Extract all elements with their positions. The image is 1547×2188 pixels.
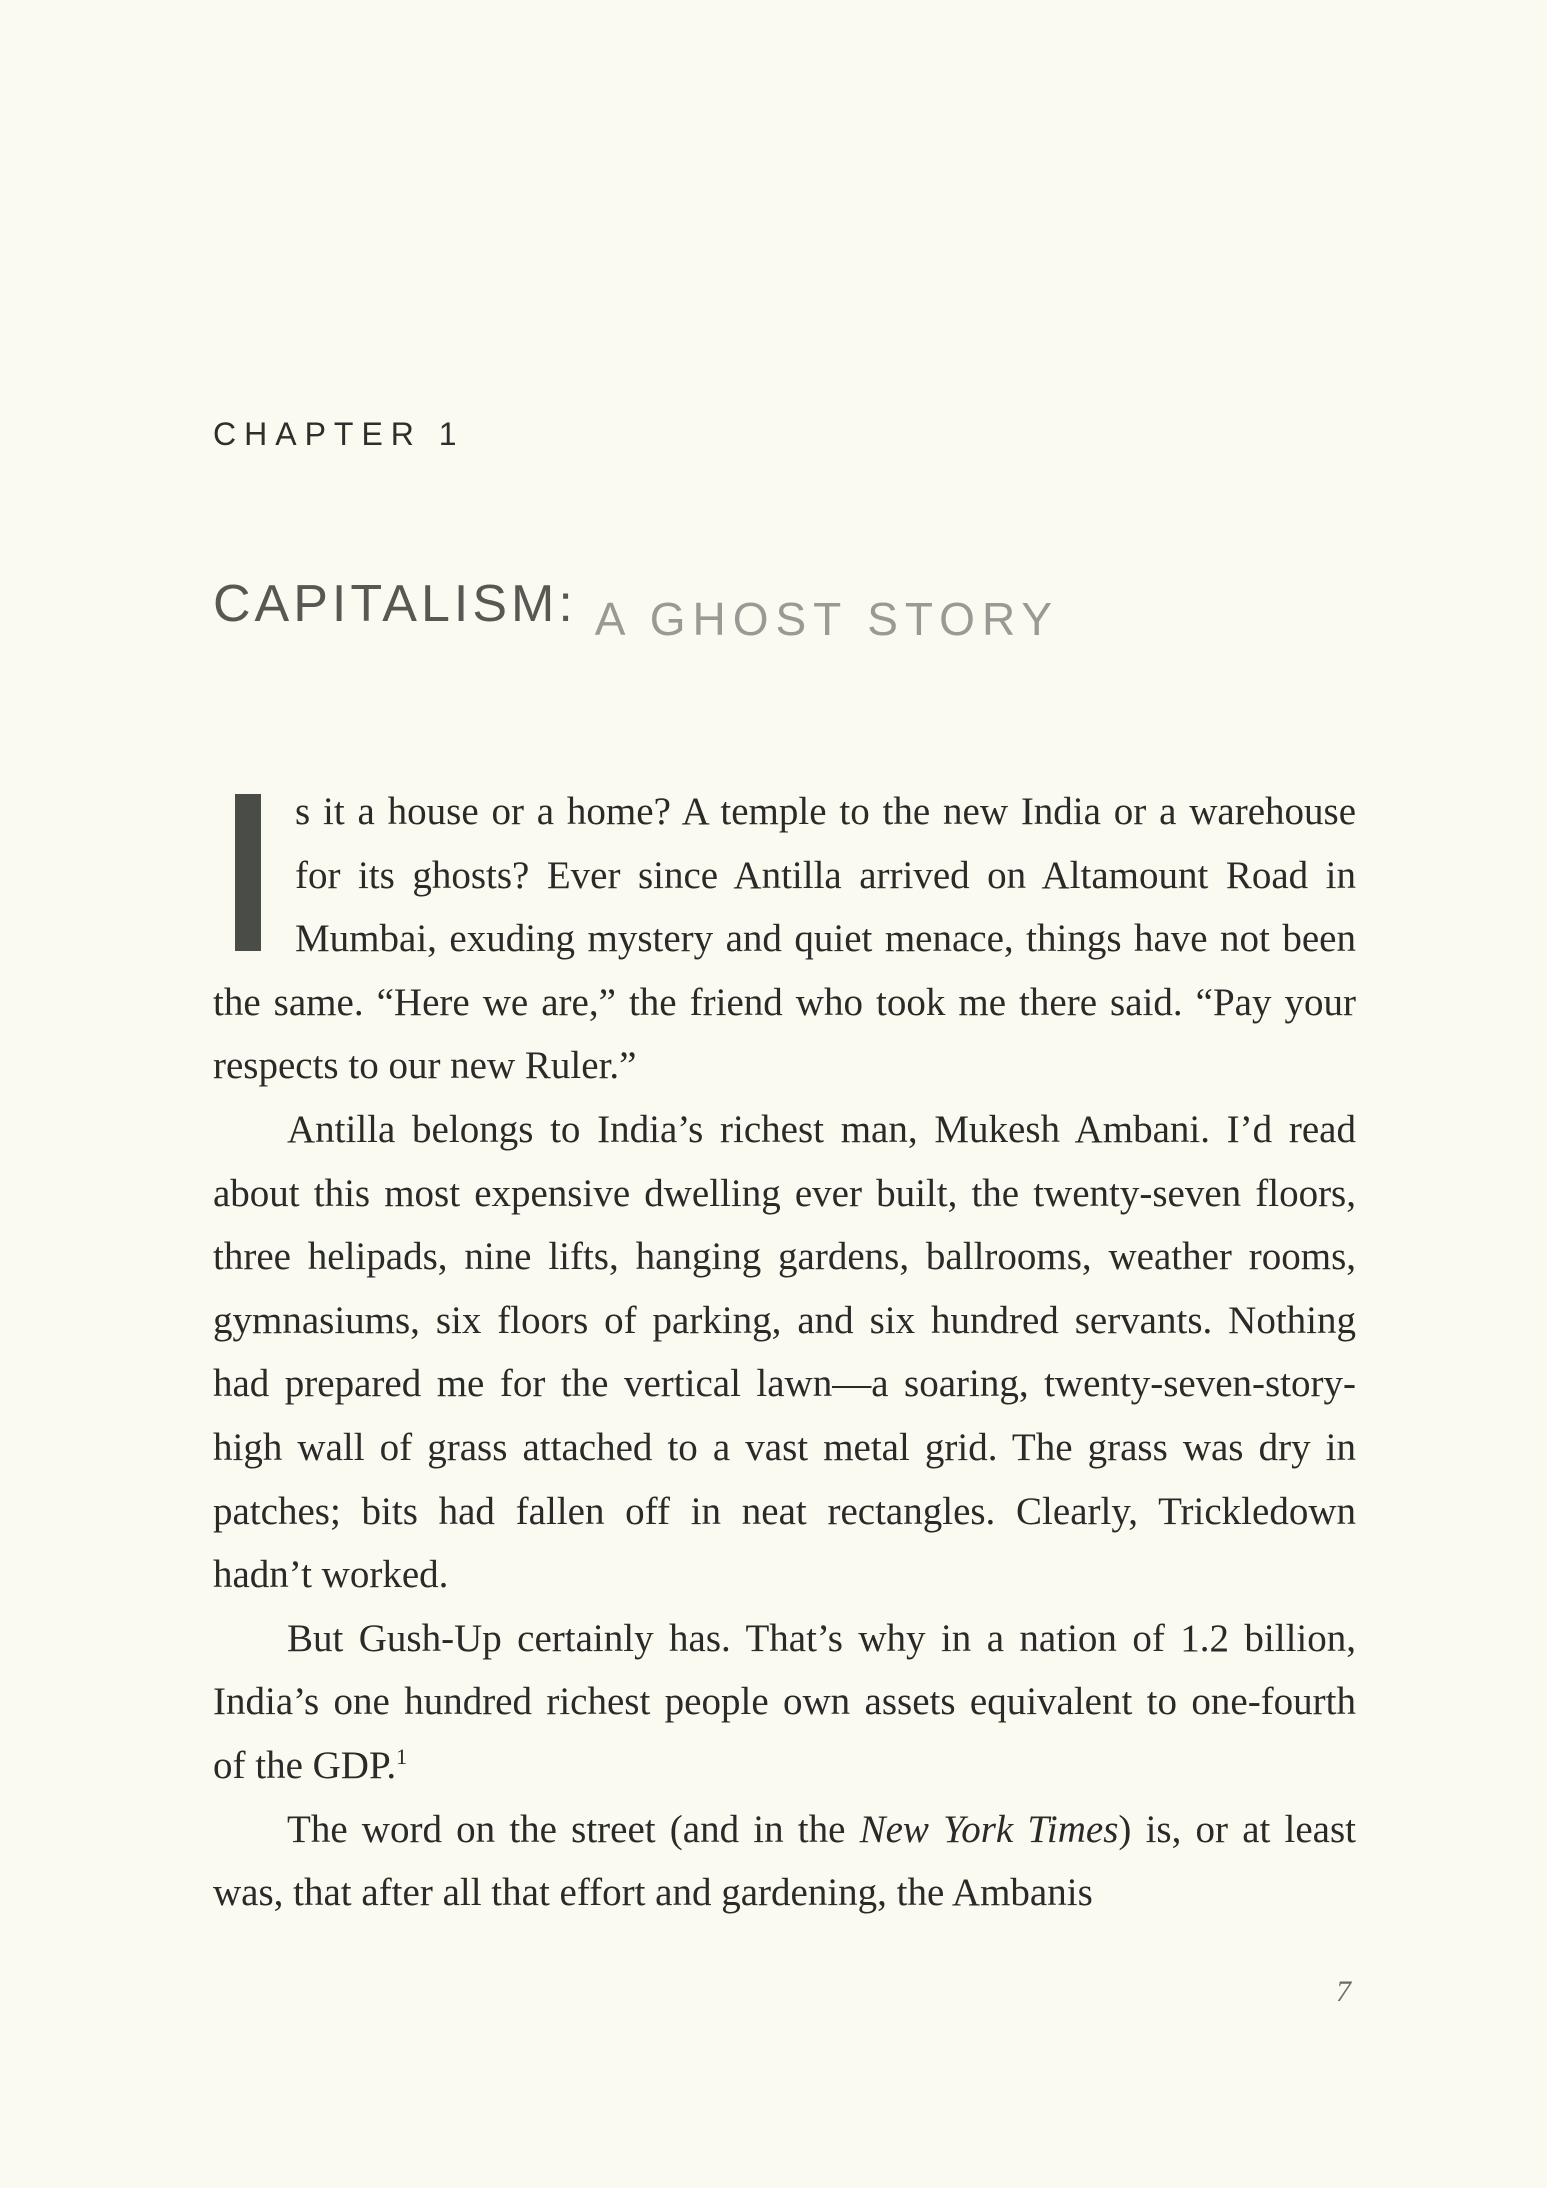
paragraph-4-italic-title: New York Times [859, 1807, 1119, 1851]
footnote-marker[interactable]: 1 [396, 1743, 408, 1769]
paragraph-4-text-after: ) is, or at least was, that after all that effort and gardening, the Ambanis [213, 1807, 1356, 1915]
page-number: 7 [1336, 1975, 1351, 2008]
drop-cap-letter [235, 794, 236, 795]
paragraph-2: Antilla belongs to India’s richest man, Mukesh Ambani. I’d read about this most expensive dwelling ever built, the twenty-seven floors, three helipads, nine lifts, hanging gardens, ballrooms, weather rooms, gymnasiums, six floors of parking, and six hundred servants. Nothing had prepared me for the vertical lawn—a soaring, twenty-seven-story-high wall of grass attached to a vast metal grid. The grass was dry in patches; bits had fallen off in neat rectangles. Clearly, Trickledown hadn’t worked. [213, 1107, 1356, 1597]
paragraph-1 [213, 780, 1356, 1098]
paragraph-3-text: But Gush-Up certainly has. That’s why in a nation of 1.2 billion, India’s one hundred richest people own assets equivalent to one-fourth of the GDP. [213, 1616, 1356, 1787]
paragraph-4 [213, 1798, 1356, 1925]
paragraph-4-text-before: The word on the street (and in the [287, 1807, 860, 1851]
chapter-title-main: CAPITALISM: [213, 575, 577, 633]
body-text [213, 780, 1356, 1925]
chapter-title [213, 575, 1060, 645]
drop-cap [235, 794, 261, 951]
chapter-label: CHAPTER 1 [213, 416, 465, 452]
chapter-title-sub: A GHOST STORY [594, 593, 1060, 645]
paragraph-3 [213, 1607, 1356, 1798]
paragraph-1-text: s it a house or a home? A temple to the new India or a warehouse for its ghosts? Ever since Antilla arrived on Altamount Road in Mumbai, exuding mystery and quiet menace, things have not been the same. “Here we are,” the friend who took me there said. “Pay your respects to our new Ruler.” [213, 790, 1356, 1088]
